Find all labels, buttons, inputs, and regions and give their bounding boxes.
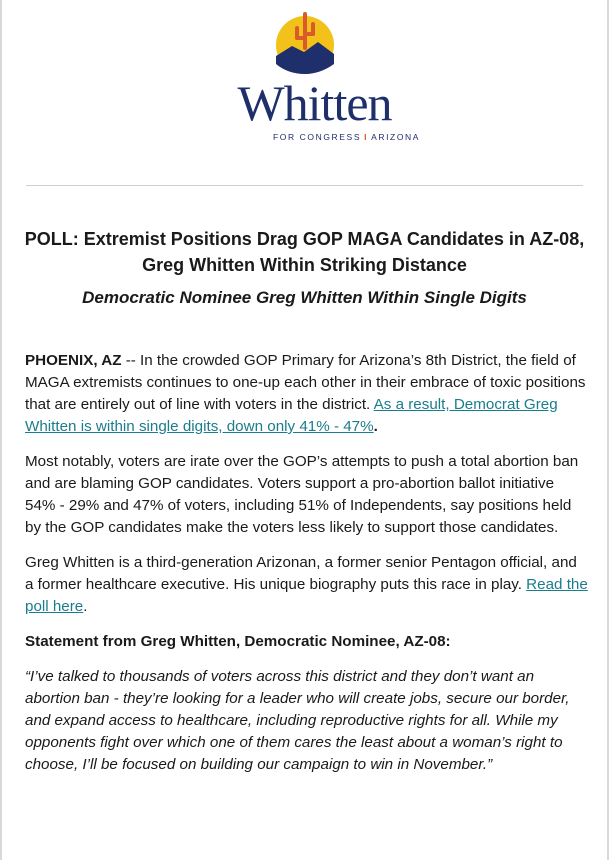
intro-end: . xyxy=(373,418,378,435)
paragraph-intro xyxy=(25,350,588,438)
paragraph-biography xyxy=(25,552,588,618)
tagline-separator: I xyxy=(364,132,369,142)
press-release-body xyxy=(25,350,588,789)
intro-text: -- In the crowded GOP Primary for Arizona’s 8th District, the field of MAGA extremists continues to one-up each other in their embrace of toxic positions that are entirely out of line with voters in the district. xyxy=(25,352,586,413)
dateline: PHOENIX, AZ xyxy=(25,352,122,369)
biography-end: . xyxy=(83,598,88,615)
statement-title: Statement from Greg Whitten, Democratic Nominee, AZ-08: xyxy=(25,633,451,650)
logo-wordmark: Whitten xyxy=(237,75,392,131)
press-release-headline: POLL: Extremist Positions Drag GOP MAGA Candidates in AZ-08, Greg Whitten Within Striking Distance xyxy=(24,229,585,275)
sun-cactus-mountain-icon xyxy=(270,8,340,78)
tagline-right: ARIZONA xyxy=(371,132,421,142)
read-poll-link[interactable]: Read the poll here xyxy=(25,576,588,615)
logo-tagline xyxy=(42,132,609,142)
biography-text: Greg Whitten is a third-generation Arizonan, a former senior Pentagon official, and a former healthcare executive. His unique biography puts this race in play. xyxy=(25,554,577,593)
poll-result-link[interactable]: As a result, Democrat Greg Whitten is within single digits, down only 41% - 47% xyxy=(25,396,558,435)
candidate-quote: “I’ve talked to thousands of voters across this district and they don’t want an abortion ban - they’re looking for a leader who will create jobs, secure our border, and expand access to healthcare, including reproductive rights for all. While my opponents fight over which one of them cares the least about a woman’s right to choose, I’ll be focused on building our campaign to win in November.” xyxy=(25,668,570,773)
header-divider xyxy=(26,185,583,186)
tagline-left: FOR CONGRESS xyxy=(272,132,362,142)
campaign-logo xyxy=(0,8,609,142)
press-release-subheadline: Democratic Nominee Greg Whitten Within Single Digits xyxy=(82,288,527,307)
paragraph-abortion: Most notably, voters are irate over the GOP’s attempts to push a total abortion ban and are blaming GOP candidates. Voters support a pro-abortion ballot initiative 54% - 29% and 47% of voters, including 51% of Independents, say positions held by the GOP candidates make the voters less likely to support those candidates. xyxy=(25,453,579,536)
